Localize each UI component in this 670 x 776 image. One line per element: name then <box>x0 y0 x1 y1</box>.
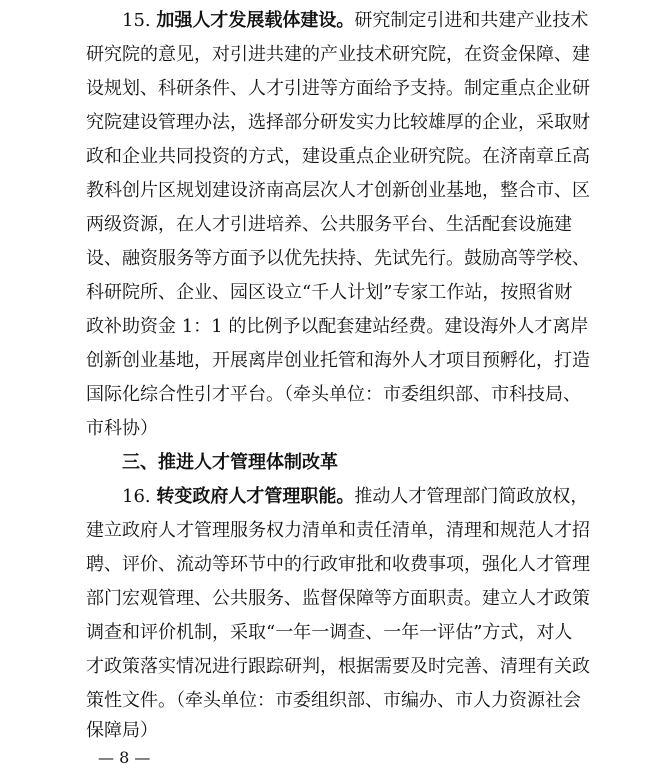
paragraph-line: 市科协） <box>86 418 158 439</box>
paragraph-line: 设规划、科研条件、人才引进等方面给予支持。制定重点企业研 <box>86 78 590 99</box>
paragraph-line: 研究院的意见，对引进共建的产业技术研究院，在资金保障、建 <box>86 44 590 65</box>
paragraph-line: 究院建设管理办法，选择部分研发实力比较雄厚的企业，采取财 <box>86 112 590 133</box>
paragraph-line: 政补助资金 1：1 的比例予以配套建站经费。建设海外人才离岸 <box>86 316 589 337</box>
paragraph-line: 设、融资服务等方面予以优先扶持、先试先行。鼓励高等学校、 <box>86 248 590 269</box>
paragraph-line: 聘、评价、流动等环节中的行政审批和收费事项，强化人才管理 <box>86 554 590 575</box>
line-text: 研究制定引进和共建产业技术 <box>354 10 589 31</box>
paragraph-line: 创新创业基地，开展离岸创业托管和海外人才项目预孵化，打造 <box>86 350 590 371</box>
paragraph-line: 部门宏观管理、公共服务、监督保障等方面职责。建立人才政策 <box>86 588 590 609</box>
paragraph-line: 政和企业共同投资的方式，建设重点企业研究院。在济南章丘高 <box>86 146 590 167</box>
paragraph-line: 科研院所、企业、园区设立“千人计划”专家工作站，按照省财 <box>86 282 573 303</box>
paragraph-line: 教科创片区规划建设济南高层次人才创新创业基地，整合市、区 <box>86 180 590 201</box>
paragraph-line: 才政策落实情况进行跟踪研判，根据需要及时完善、清理有关政 <box>86 656 590 677</box>
paragraph-line: 建立政府人才管理服务权力清单和责任清单，清理和规范人才招 <box>86 520 590 541</box>
paragraph-line <box>122 486 588 508</box>
item-title: 加强人才发展载体建设。 <box>156 10 355 31</box>
item-title: 转变政府人才管理职能。 <box>156 486 355 507</box>
paragraph-line: 国际化综合性引才平台。（牵头单位：市委组织部、市科技局、 <box>86 384 581 405</box>
item-number: 16. <box>122 486 151 507</box>
item-number: 15. <box>122 10 151 31</box>
paragraph-line: 保障局） <box>86 720 158 741</box>
section-heading: 三、推进人才管理体制改革 <box>122 452 338 473</box>
paragraph-line <box>122 10 588 32</box>
paragraph-line: 调查和评价机制，采取“一年一调查、一年一评估”方式，对人 <box>86 622 573 643</box>
line-text: 推动人才管理部门简政放权， <box>354 486 589 507</box>
page-number: — 8 — <box>98 748 151 767</box>
paragraph-line: 两级资源，在人才引进培养、公共服务平台、生活配套设施建 <box>86 214 572 235</box>
paragraph-line: 策性文件。（牵头单位：市委组织部、市编办、市人力资源社会 <box>86 690 581 711</box>
